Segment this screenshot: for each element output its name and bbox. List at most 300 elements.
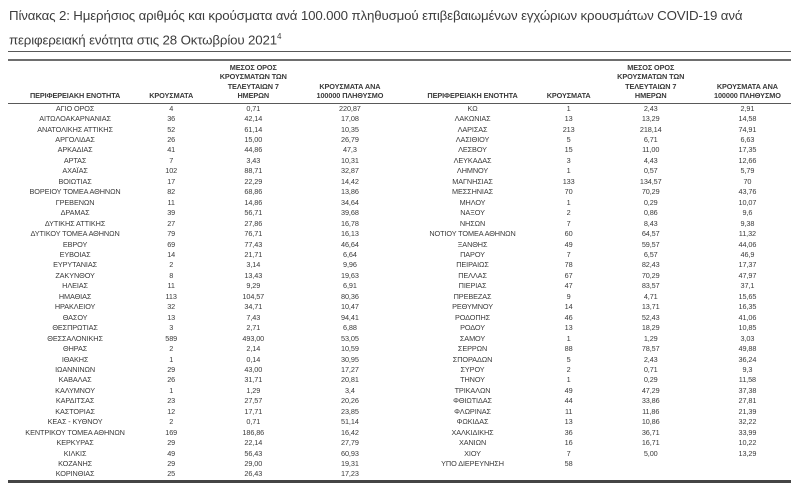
cases-cell: 67 [564,270,573,280]
per100k-cell: 6,88 [342,323,357,333]
per100k-cell [704,469,791,481]
cases-cell: 14 [564,302,573,312]
table-row [8,114,791,124]
cases-cell: 11 [167,197,175,207]
table-row [8,198,791,208]
cases-cell: 5 [566,354,571,364]
avg7-cell [598,469,704,481]
region-cell: ΡΕΘΥΜΝΟΥ [452,302,493,312]
avg7-cell: 4,43 [643,155,658,165]
cases-cell: 1 [566,197,571,207]
per100k-cell: 39,68 [341,208,359,218]
avg7-cell: 77,43 [244,239,263,249]
cases-cell: 52 [167,124,176,134]
avg7-header: ΜΕΣΟΣ ΟΡΟΣ ΚΡΟΥΣΜΑΤΩΝ ΤΩΝ ΤΕΛΕΥΤΑΙΩΝ 7 ΗΜΕΡΩΝ [598,60,704,103]
per100k-cell: 51,14 [341,417,359,427]
cases-cell: 44 [564,396,573,406]
per100k-header: ΚΡΟΥΣΜΑΤΑ ΑΝΑ 100000 ΠΛΗΘΥΣΜΟ [704,60,791,103]
cases-cell: 589 [165,333,178,343]
per100k-cell: 20,26 [341,396,359,406]
avg7-cell: 43,00 [244,364,263,374]
region-cell: ΣΕΡΡΩΝ [457,344,488,354]
region-cell: ΧΙΟΥ [464,448,481,458]
table-row [8,323,791,333]
cases-cell: 70 [564,187,573,197]
table-row [8,365,791,375]
table-row [8,334,791,344]
cases-cell: 11 [564,406,573,416]
spacer-cell [393,334,405,344]
cases-cell: 2 [169,417,174,427]
avg7-cell: 70,29 [641,270,660,280]
per100k-cell: 37,38 [738,385,757,395]
spacer-cell [393,271,405,281]
spacer-cell [393,417,405,427]
avg7-cell: 22,14 [244,438,263,448]
region-cell: ΑΙΤΩΛΟΑΚΑΡΝΑΝΙΑΣ [39,114,111,124]
avg7-cell: 5,00 [643,448,658,458]
cases-cell: 1 [169,385,174,395]
per100k-cell: 13,29 [738,448,757,458]
avg7-cell: 29,00 [244,459,263,469]
per100k-cell: 14,58 [738,114,757,124]
cases-cell: 26 [167,375,176,385]
region-cell: ΘΑΣΟΥ [62,312,88,322]
cases-cell: 79 [167,229,176,239]
spacer-cell [393,177,405,187]
cases-cell: 7 [566,218,571,228]
avg7-cell: 13,29 [641,114,660,124]
per100k-cell: 43,76 [738,187,757,197]
region-cell: ΛΑΚΩΝΙΑΣ [454,114,491,124]
per100k-cell: 9,6 [742,208,753,218]
region-cell: ΜΗΛΟΥ [459,197,486,207]
avg7-cell: 21,71 [244,249,263,259]
region-cell: ΔΡΑΜΑΣ [60,208,90,218]
spacer-cell [393,386,405,396]
avg7-cell: 2,71 [246,323,261,333]
per100k-cell: 33,99 [738,427,757,437]
cases-cell: 69 [167,239,176,249]
avg7-cell: 134,57 [639,176,662,186]
per100k-cell: 10,31 [341,155,359,165]
spacer-cell [393,281,405,291]
avg7-cell: 27,57 [244,396,263,406]
spacer-cell [393,459,405,469]
per100k-cell: 32,22 [738,417,757,427]
cases-cell: 1 [566,333,571,343]
avg7-cell: 6,57 [643,249,658,259]
cases-cell: 2 [566,208,571,218]
region-cell: ΚΕΡΚΥΡΑΣ [56,438,94,448]
region-cell: ΚΟΖΑΝΗΣ [58,459,93,469]
cases-cell: 4 [169,103,174,113]
avg7-header: ΜΕΣΟΣ ΟΡΟΣ ΚΡΟΥΣΜΑΤΩΝ ΤΩΝ ΤΕΛΕΥΤΑΙΩΝ 7 ΗΜΕΡΩΝ [200,60,306,103]
table-row [8,386,791,396]
region-cell: ΒΟΙΩΤΙΑΣ [58,176,92,186]
cases-cell: 7 [566,249,571,259]
region-cell: ΘΕΣΣΑΛΟΝΙΚΗΣ [47,333,103,343]
cases-cell: 82 [167,187,176,197]
per100k-cell: 2,91 [740,103,755,113]
region-cell: ΑΝΑΤΟΛΙΚΗΣ ΑΤΤΙΚΗΣ [37,124,113,134]
avg7-cell: 218,14 [639,124,662,134]
per100k-cell: 32,87 [341,166,359,176]
cases-cell: 8 [169,270,174,280]
spacer-cell [393,344,405,354]
avg7-cell: 64,57 [641,229,660,239]
cases-cell: 13 [167,312,176,322]
avg7-cell: 76,71 [244,229,263,239]
region-cell: ΞΑΝΘΗΣ [457,239,488,249]
table-row [8,156,791,166]
footnote-marker: 4 [277,32,282,41]
region-cell: ΝΟΤΙΟΥ ΤΟΜΕΑ ΑΘΗΝΩΝ [429,229,516,239]
cases-cell: 36 [564,427,573,437]
region-cell: ΗΡΑΚΛΕΙΟΥ [54,302,96,312]
cases-cell: 29 [167,459,176,469]
avg7-cell: 0,29 [643,197,658,207]
cases-cell: 12 [167,406,176,416]
region-cell: ΛΗΜΝΟΥ [456,166,489,176]
region-cell: ΕΥΒΟΙΑΣ [59,249,91,259]
table-row [8,135,791,145]
cases-cell: 2 [169,344,174,354]
per100k-cell: 16,13 [341,229,359,239]
table-row [8,281,791,291]
region-cell: ΜΑΓΝΗΣΙΑΣ [452,176,493,186]
avg7-cell [598,459,704,469]
table-row [8,428,791,438]
avg7-cell: 6,71 [643,134,658,144]
avg7-cell: 27,86 [244,218,263,228]
region-header: ΠΕΡΙΦΕΡΕΙΑΚΗ ΕΝΟΤΗΤΑ [8,60,142,103]
cases-cell: 16 [564,438,573,448]
avg7-cell: 4,71 [643,291,658,301]
region-cell: ΚΑΡΔΙΤΣΑΣ [55,396,95,406]
cases-cell: 39 [167,208,176,218]
region-cell: ΚΕΝΤΡΙΚΟΥ ΤΟΜΕΑ ΑΘΗΝΩΝ [25,427,125,437]
spacer-cell [393,198,405,208]
region-cell: ΠΡΕΒΕΖΑΣ [453,291,492,301]
avg7-cell: 52,43 [641,312,660,322]
spacer-cell [393,125,405,135]
per100k-cell [704,459,791,469]
avg7-cell: 34,71 [244,302,263,312]
per100k-cell: 30,95 [341,354,359,364]
table-row [8,125,791,135]
cases-cell: 169 [165,427,178,437]
table-row [8,271,791,281]
per100k-cell: 9,3 [742,364,753,374]
avg7-cell: 3,43 [246,155,261,165]
cases-cell: 60 [564,229,573,239]
cases-cell: 25 [167,469,176,479]
table-row [8,355,791,365]
avg7-cell: 56,71 [244,208,263,218]
avg7-cell: 13,71 [641,302,660,312]
per100k-cell: 80,36 [341,291,359,301]
table-row [8,302,791,312]
avg7-cell: 88,71 [244,166,263,176]
cases-cell: 13 [564,417,573,427]
region-cell: ΡΟΔΟΥ [460,323,485,333]
avg7-cell: 18,29 [641,323,660,333]
cases-cell: 2 [169,260,174,270]
table-row [8,375,791,385]
region-cell: ΚΟΡΙΝΘΙΑΣ [55,469,95,479]
table-row [8,449,791,459]
region-cell: ΠΕΙΡΑΙΩΣ [456,260,489,270]
table-row [8,407,791,417]
cases-cell: 49 [167,448,176,458]
per100k-cell: 34,64 [341,197,359,207]
cases-cell: 29 [167,438,176,448]
region-cell: ΚΑΣΤΟΡΙΑΣ [55,406,95,416]
table-header-row [8,60,791,103]
table-row [8,396,791,406]
avg7-cell: 0,71 [246,417,261,427]
avg7-cell: 31,71 [244,375,263,385]
region-cell: ΧΑΝΙΩΝ [458,438,487,448]
per100k-cell: 23,85 [341,406,359,416]
region-cell: ΠΑΡΟΥ [460,249,485,259]
table-body [8,103,791,481]
cases-cell: 49 [564,239,573,249]
avg7-cell: 11,86 [642,406,660,416]
cases-cell: 49 [564,385,573,395]
per100k-cell: 9,96 [342,260,357,270]
per100k-cell: 3,4 [344,385,355,395]
avg7-cell: 70,29 [641,187,660,197]
per100k-cell: 15,65 [738,291,757,301]
avg7-cell: 0,57 [643,166,658,176]
avg7-cell: 104,57 [242,291,265,301]
region-cell: ΑΡΚΑΔΙΑΣ [57,145,93,155]
spacer-cell [393,103,405,114]
region-cell: ΤΡΙΚΑΛΩΝ [454,385,491,395]
region-cell: ΥΠΟ ΔΙΕΡΕΥΝΗΣΗ [441,459,504,469]
per100k-cell: 19,31 [341,459,359,469]
avg7-cell: 0,86 [643,208,658,218]
cases-cell: 36 [167,114,176,124]
per100k-cell: 6,63 [740,134,755,144]
per100k-cell: 10,22 [738,438,757,448]
cases-cell: 13 [564,114,573,124]
per100k-cell: 10,59 [341,344,359,354]
region-cell: ΦΛΩΡΙΝΑΣ [454,406,491,416]
avg7-cell: 82,43 [641,260,660,270]
region-cell: ΔΥΤΙΚΗΣ ΑΤΤΙΚΗΣ [44,218,106,228]
table-row [8,187,791,197]
region-cell: ΖΑΚΥΝΘΟΥ [55,270,95,280]
avg7-cell: 2,14 [246,344,261,354]
per100k-cell: 44,06 [738,239,757,249]
cases-cell: 17 [167,176,176,186]
region-cell: ΛΑΡΙΣΑΣ [457,124,488,134]
avg7-cell: 9,29 [246,281,261,291]
cases-cell: 1 [566,166,571,176]
per100k-cell: 6,91 [342,281,357,291]
per100k-cell: 21,39 [738,406,757,416]
per100k-cell: 6,64 [342,249,357,259]
table-row [8,292,791,302]
avg7-cell: 83,57 [641,281,660,291]
region-cell: ΛΑΣΙΘΙΟΥ [455,134,490,144]
region-cell: ΤΗΝΟΥ [460,375,485,385]
cases-cell: 46 [564,312,573,322]
spacer-cell [393,229,405,239]
cases-cell: 23 [167,396,176,406]
avg7-cell: 1,29 [246,385,261,395]
per100k-header: ΚΡΟΥΣΜΑΤΑ ΑΝΑ 100000 ΠΛΗΘΥΣΜΟ [306,60,393,103]
region-cell: ΕΒΡΟΥ [62,239,88,249]
spacer-cell [393,375,405,385]
region-cell: ΠΕΛΛΑΣ [458,270,487,280]
per100k-cell: 74,91 [738,124,757,134]
cases-cell: 47 [564,281,573,291]
avg7-cell: 11,00 [642,145,660,155]
avg7-cell: 33,86 [641,396,660,406]
per100k-cell: 53,05 [341,333,359,343]
region-cell: ΣΠΟΡΑΔΩΝ [452,354,493,364]
region-cell: ΦΩΚΙΔΑΣ [456,417,489,427]
spacer-cell [393,240,405,250]
region-cell: ΚΙΛΚΙΣ [63,448,87,458]
per100k-cell: 17,37 [738,260,757,270]
cases-cell: 213 [562,124,575,134]
avg7-cell: 26,43 [244,469,263,479]
region-cell: ΗΜΑΘΙΑΣ [58,291,92,301]
spacer-cell [393,469,405,481]
cases-cell: 27 [167,218,176,228]
avg7-cell: 17,71 [244,406,263,416]
spacer-cell [393,166,405,176]
region-cell: ΔΥΤΙΚΟΥ ΤΟΜΕΑ ΑΘΗΝΩΝ [30,229,120,239]
per100k-cell: 12,66 [738,155,757,165]
cases-cell: 11 [167,281,175,291]
region-cell: ΚΕΑΣ - ΚΥΘΝΟΥ [47,417,103,427]
cases-cell: 41 [167,145,176,155]
spacer-cell [393,428,405,438]
avg7-cell: 13,43 [244,270,263,280]
table-row [8,260,791,270]
avg7-cell: 68,86 [244,187,263,197]
per100k-cell: 46,64 [341,239,359,249]
cases-cell: 58 [564,459,573,469]
cases-cell: 14 [167,249,176,259]
table-row [8,145,791,155]
cases-cell: 88 [564,344,573,354]
region-cell: ΒΟΡΕΙΟΥ ΤΟΜΕΑ ΑΘΗΝΩΝ [29,187,121,197]
spacer-cell [393,449,405,459]
per100k-cell: 60,93 [341,448,359,458]
avg7-cell: 0,29 [643,375,658,385]
avg7-cell: 8,43 [643,218,658,228]
region-cell: ΝΗΣΩΝ [459,218,486,228]
avg7-cell: 47,29 [641,385,660,395]
covid-regional-table [8,59,791,483]
per100k-cell: 5,79 [740,166,755,176]
table-caption [9,5,791,50]
avg7-cell: 493,00 [242,333,265,343]
cases-cell: 1 [566,375,571,385]
column-spacer [393,60,405,103]
table-row [8,344,791,354]
avg7-cell: 59,57 [641,239,660,249]
table-row [8,469,791,481]
region-cell: ΑΡΓΟΛΙΔΑΣ [55,134,95,144]
per100k-cell: 10,07 [738,197,757,207]
region-cell: ΦΘΙΩΤΙΔΑΣ [453,396,492,406]
spacer-cell [393,250,405,260]
spacer-cell [393,114,405,124]
per100k-cell: 11,58 [738,375,756,385]
spacer-cell [393,145,405,155]
per100k-cell: 47,3 [342,145,357,155]
cases-cell: 113 [165,291,177,301]
spacer-cell [393,365,405,375]
table-row [8,229,791,239]
region-cell: ΚΑΛΥΜΝΟΥ [55,385,95,395]
per100k-cell: 3,03 [740,333,755,343]
cases-cell: 15 [564,145,573,155]
avg7-cell: 22,29 [244,176,263,186]
cases-cell: 133 [562,176,575,186]
spacer-cell [393,187,405,197]
caption-text: Πίνακας 2: Ημερήσιος αριθμός και κρούσματα ανά 100.000 πληθυσμού επιβεβαιωμένων εγχώριων κρουσμάτων COVID-19 ανά περιφερειακή ενότητα στις 28 Οκτωβρίου 2021 [9,8,743,48]
per100k-cell: 27,81 [738,396,757,406]
cases-cell: 1 [169,354,174,364]
avg7-cell: 0,14 [246,354,261,364]
avg7-cell: 0,71 [643,364,658,374]
cases-cell [540,469,598,481]
per100k-cell: 36,24 [738,354,757,364]
region-cell: ΣΑΜΟΥ [459,333,486,343]
spacer-cell [393,396,405,406]
table-row [8,438,791,448]
per100k-cell: 17,27 [341,364,359,374]
table-row [8,219,791,229]
table-row [8,166,791,176]
table-row [8,103,791,114]
per100k-cell: 20,81 [341,375,359,385]
region-cell: ΛΕΥΚΑΔΑΣ [453,155,492,165]
per100k-cell: 46,9 [740,249,755,259]
region-cell: ΑΡΤΑΣ [63,155,87,165]
cases-cell: 3 [169,323,174,333]
per100k-cell: 9,38 [740,218,755,228]
avg7-cell: 44,86 [244,145,263,155]
spacer-cell [393,438,405,448]
region-cell: ΝΑΞΟΥ [460,208,485,218]
region-cell: ΧΑΛΚΙΔΙΚΗΣ [451,427,494,437]
table-row [8,177,791,187]
region-cell: ΘΕΣΠΡΩΤΙΑΣ [52,323,98,333]
cases-header: ΚΡΟΥΣΜΑΤΑ [540,60,598,103]
spacer-cell [393,208,405,218]
table-row [8,313,791,323]
spacer-cell [393,156,405,166]
per100k-cell: 27,79 [341,438,359,448]
per100k-cell: 13,86 [341,187,359,197]
region-cell: ΣΥΡΟΥ [460,364,485,374]
avg7-cell: 16,71 [641,438,660,448]
avg7-cell: 7,43 [246,312,261,322]
avg7-cell: 42,14 [244,114,263,124]
avg7-cell: 36,71 [641,427,660,437]
region-header: ΠΕΡΙΦΕΡΕΙΑΚΗ ΕΝΟΤΗΤΑ [405,60,539,103]
